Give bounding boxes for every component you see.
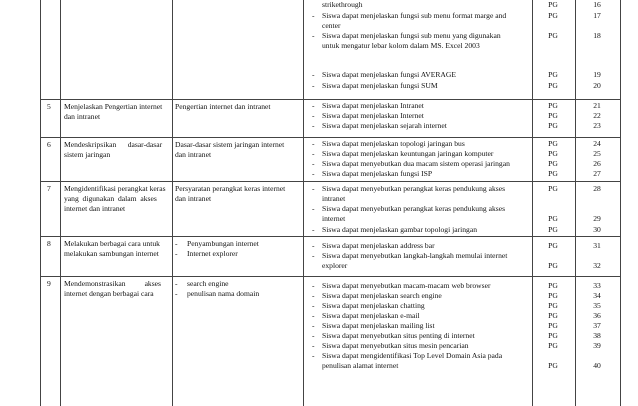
indicator-text: Siswa dapat menyebutkan macam-macam web browser — [322, 281, 491, 290]
indicator-text: Siswa dapat menjelaskan e-mail — [322, 311, 420, 320]
indicator-text: Siswa dapat menyebutkan perangkat keras pendukung akses — [322, 184, 506, 193]
indicator-text: Siswa dapat menjelaskan search engine — [322, 291, 442, 300]
table-row-border — [40, 236, 621, 237]
table-column-border — [172, 0, 173, 406]
question-type: PG — [548, 0, 558, 9]
list-dash: - — [312, 121, 315, 130]
indicator-text: Siswa dapat menjelaskan Intranet — [322, 101, 424, 110]
question-number: 19 — [593, 70, 601, 79]
indicator-text: Siswa dapat menjelaskan mailing list — [322, 321, 435, 330]
question-number: 38 — [593, 331, 601, 340]
question-type: PG — [548, 70, 558, 79]
competency-text: internet dengan berbagai cara — [64, 289, 154, 299]
list-dash: - — [312, 311, 315, 320]
question-number: 31 — [593, 241, 601, 250]
question-number: 33 — [593, 281, 601, 290]
indicator-text: Siswa dapat menyebutkan perangkat keras pendukung akses — [322, 204, 506, 213]
table-column-border — [575, 0, 576, 406]
material-text: Penyambungan internet — [187, 239, 259, 248]
list-dash: - — [312, 204, 315, 213]
list-dash: - — [312, 281, 315, 290]
table-column-border — [532, 0, 533, 406]
list-dash: - — [312, 111, 315, 120]
indicator-text: Siswa dapat menjelaskan address bar — [322, 241, 435, 250]
question-number: 21 — [593, 101, 601, 110]
list-dash: - — [312, 301, 315, 310]
table-column-border — [60, 0, 61, 406]
indicator-text: Siswa dapat menyebutkan langkah-langkah memulai internet — [322, 251, 508, 260]
indicator-text: Siswa dapat menjelaskan topologi jaringan bus — [322, 139, 465, 148]
question-number: 36 — [593, 311, 601, 320]
list-dash: - — [312, 184, 315, 193]
indicator-text: untuk mengatur lebar kolom dalam MS. Excel 2003 — [322, 40, 480, 50]
question-type: PG — [548, 361, 558, 370]
list-dash: - — [312, 149, 315, 158]
list-dash: - — [312, 169, 315, 178]
table-column-border — [303, 0, 304, 406]
indicator-text: Siswa dapat menjelaskan Internet — [322, 111, 424, 120]
indicator-text: Siswa dapat menjelaskan keuntungan jaringan komputer — [322, 149, 494, 158]
question-type: PG — [548, 311, 558, 320]
table-column-border — [620, 0, 621, 406]
list-dash: - — [312, 10, 315, 20]
question-type: PG — [548, 30, 558, 40]
question-type: PG — [548, 214, 558, 223]
list-dash: - — [312, 341, 315, 350]
question-type: PG — [548, 241, 558, 250]
question-number: 23 — [593, 121, 601, 130]
material-text: Persyaratan perangkat keras internet — [175, 184, 286, 193]
question-number: 35 — [593, 301, 601, 310]
indicator-text: Siswa dapat menjelaskan fungsi ISP — [322, 169, 433, 178]
indicator-text: Siswa dapat menyebutkan situs mesin pencarian — [322, 341, 469, 350]
question-type: PG — [548, 261, 558, 270]
question-type: PG — [548, 121, 558, 130]
table-column-border — [40, 0, 41, 406]
list-dash: - — [312, 139, 315, 148]
indicator-text: strikethrough — [322, 0, 363, 9]
competency-text: Menjelaskan Pengertian internet — [64, 102, 163, 111]
material-text: Internet explorer — [187, 249, 238, 259]
table-row-border — [40, 181, 621, 182]
question-type: PG — [548, 341, 558, 350]
table-row-border — [40, 276, 621, 277]
question-type: PG — [548, 225, 558, 234]
question-type: PG — [548, 321, 558, 330]
list-dash: - — [312, 251, 315, 260]
question-type: PG — [548, 184, 558, 193]
indicator-text: Siswa dapat menjelaskan fungsi AVERAGE — [322, 70, 456, 79]
list-dash: - — [175, 289, 178, 299]
question-number: 20 — [593, 80, 601, 90]
question-number: 18 — [593, 30, 601, 40]
indicator-text: Siswa dapat menjelaskan chatting — [322, 301, 425, 310]
question-number: 39 — [593, 341, 601, 350]
list-dash: - — [312, 321, 315, 330]
competency-text: sistem jaringan — [64, 150, 111, 160]
indicator-text: Siswa dapat menjelaskan gambar topologi jaringan — [322, 225, 477, 234]
material-text: search engine — [187, 279, 229, 288]
row-number: 8 — [47, 239, 51, 248]
indicator-text: Siswa dapat menjelaskan fungsi sub menu format marge and — [322, 10, 507, 20]
question-number: 30 — [593, 225, 601, 234]
list-dash: - — [312, 331, 315, 340]
question-type: PG — [548, 169, 558, 178]
competency-text: melakukan sambungan internet — [64, 249, 159, 259]
material-text: dan intranet — [175, 194, 212, 204]
indicator-text: Siswa dapat menyebutkan situs penting di internet — [322, 331, 475, 340]
list-dash: - — [312, 351, 315, 360]
competency-text: Melakukan berbagai cara untuk — [64, 239, 160, 248]
question-type: PG — [548, 111, 558, 120]
question-number: 28 — [593, 184, 601, 193]
question-type: PG — [548, 80, 558, 90]
question-number: 16 — [593, 0, 601, 9]
question-number: 26 — [593, 159, 601, 168]
question-number: 37 — [593, 321, 601, 330]
question-type: PG — [548, 139, 558, 148]
question-number: 29 — [593, 214, 601, 223]
list-dash: - — [312, 70, 315, 79]
competency-text: Mengidentifikasi perangkat keras — [64, 184, 166, 193]
material-text: penulisan nama domain — [187, 289, 260, 299]
row-number: 5 — [47, 102, 51, 111]
list-dash: - — [312, 101, 315, 110]
question-number: 25 — [593, 149, 601, 158]
list-dash: - — [312, 30, 315, 40]
row-number: 9 — [47, 279, 51, 288]
question-number: 24 — [593, 139, 601, 148]
indicator-text: penulisan alamat internet — [322, 361, 399, 371]
question-type: PG — [548, 291, 558, 300]
indicator-text: Siswa dapat menyebutkan dua macam sistem operasi jaringan — [322, 159, 510, 168]
table-row-border — [40, 99, 621, 100]
list-dash: - — [312, 241, 315, 250]
list-dash: - — [312, 291, 315, 300]
row-number: 6 — [47, 140, 51, 149]
question-number: 27 — [593, 169, 601, 178]
list-dash: - — [312, 80, 315, 90]
material-text: Dasar-dasar sistem jaringan internet — [175, 140, 285, 149]
competency-text: yang digunakan dalam akses — [64, 194, 157, 204]
competency-text: dan intranet — [64, 112, 101, 122]
question-number: 22 — [593, 111, 601, 120]
question-number: 17 — [593, 10, 601, 20]
material-text: Pengertian internet dan intranet — [175, 102, 271, 111]
indicator-text: Siswa dapat menjelaskan fungsi SUM — [322, 80, 438, 90]
list-dash: - — [312, 225, 315, 234]
list-dash: - — [175, 249, 178, 259]
indicator-text: internet — [322, 214, 346, 224]
row-number: 7 — [47, 184, 51, 193]
question-type: PG — [548, 301, 558, 310]
material-text: dan intranet — [175, 150, 212, 160]
list-dash: - — [175, 279, 178, 288]
question-number: 34 — [593, 291, 601, 300]
question-type: PG — [548, 101, 558, 110]
competency-text: Mendemonstrasikan akses — [64, 279, 162, 288]
competency-text: Mendeskripsikan dasar-dasar — [64, 140, 163, 149]
question-number: 32 — [593, 261, 601, 270]
question-type: PG — [548, 331, 558, 340]
indicator-text: intranet — [322, 194, 346, 204]
indicator-text: explorer — [322, 261, 348, 271]
table-row-border — [40, 137, 621, 138]
question-type: PG — [548, 281, 558, 290]
indicator-text: center — [322, 20, 341, 30]
indicator-text: Siswa dapat menjelaskan fungsi sub menu yang digunakan — [322, 30, 501, 40]
list-dash: - — [175, 239, 178, 248]
question-type: PG — [548, 159, 558, 168]
question-type: PG — [548, 10, 558, 20]
question-number: 40 — [593, 361, 601, 370]
indicator-text: Siswa dapat mengidentifikasi Top Level Domain Asia pada — [322, 351, 503, 360]
question-type: PG — [548, 149, 558, 158]
competency-text: internet dan intranet — [64, 204, 126, 214]
list-dash: - — [312, 159, 315, 168]
indicator-text: Siswa dapat menjelaskan sejarah internet — [322, 121, 447, 130]
